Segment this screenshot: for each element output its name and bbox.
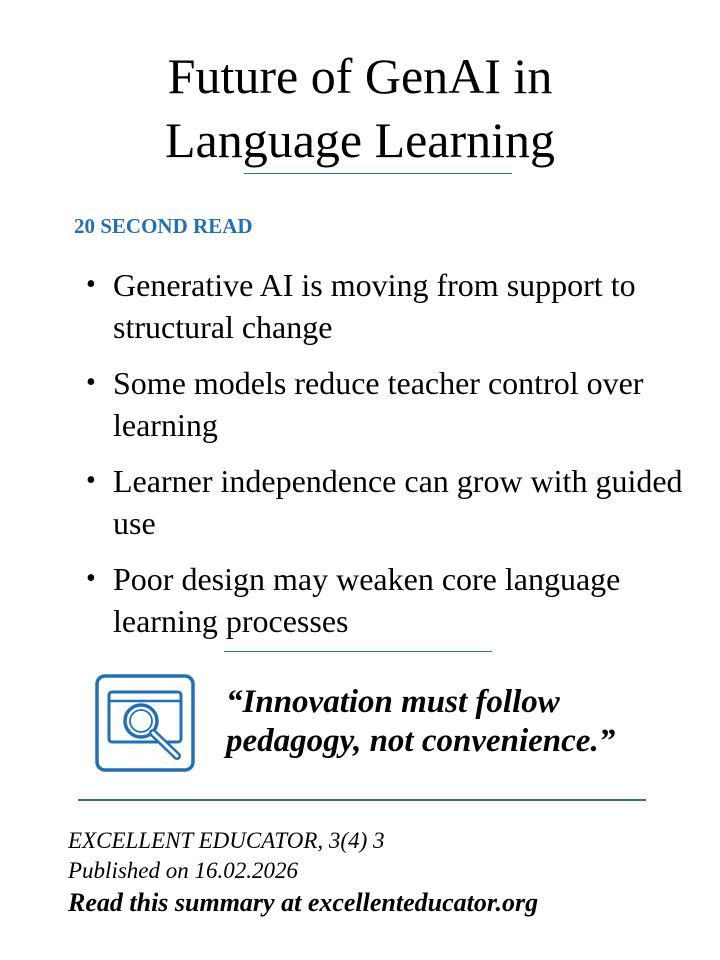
page-title — [0, 44, 720, 172]
bullet-dot-icon: • — [86, 269, 96, 300]
bullets-divider — [224, 651, 492, 652]
title-line-2: Language Learning — [164, 112, 556, 168]
quote-line-2: pedagogy, not convenience.” — [226, 723, 616, 759]
bullet-item — [86, 558, 686, 642]
quote-line-1: “Innovation must follow — [226, 684, 560, 720]
title-divider — [244, 173, 512, 174]
bullet-dot-icon: • — [86, 367, 96, 398]
summary-bullet-list — [86, 264, 686, 656]
read-summary-link[interactable]: Read this summary at excellenteducator.org — [68, 888, 539, 917]
journal-reference: EXCELLENT EDUCATOR, 3(4) 3 — [68, 828, 385, 853]
bullet-text: Learner independence can grow with guided use — [113, 463, 683, 541]
magnifier-screen-icon — [95, 674, 195, 772]
title-line-1: Future of GenAI in — [167, 48, 553, 104]
published-date: Published on 16.02.2026 — [68, 858, 298, 883]
pull-quote — [226, 683, 686, 761]
read-time-label: 20 SECOND READ — [74, 214, 253, 238]
bullet-item — [86, 362, 686, 446]
bullet-text: Generative AI is moving from support to structural change — [113, 267, 636, 345]
citation-block — [68, 826, 688, 920]
bullet-item — [86, 264, 686, 348]
bullet-dot-icon: • — [86, 563, 96, 594]
bullet-item — [86, 460, 686, 544]
footer-divider — [78, 799, 646, 801]
bullet-text: Poor design may weaken core language learning processes — [113, 561, 621, 639]
bullet-dot-icon: • — [86, 465, 96, 496]
bullet-text: Some models reduce teacher control over learning — [113, 365, 644, 443]
